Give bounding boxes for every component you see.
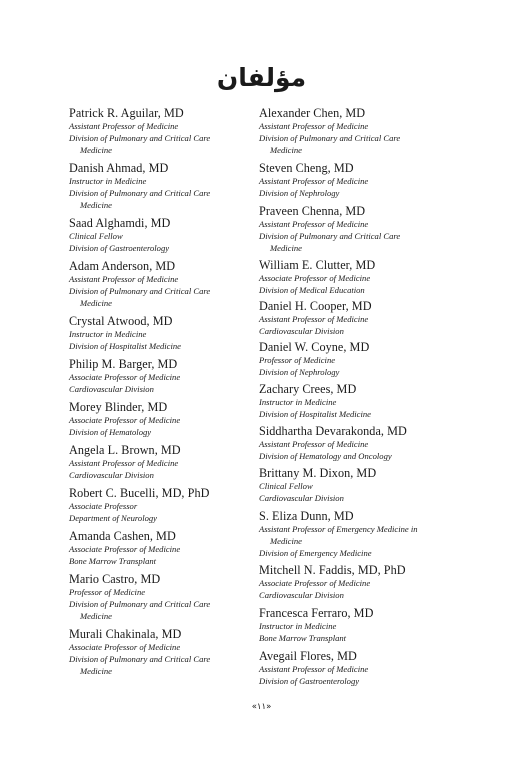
contributor-name: Brittany M. Dixon, MD	[259, 466, 377, 480]
contributor-division: Division of Pulmonary and Critical Care	[69, 654, 211, 664]
contributor-division: Division of Hematology and Oncology	[259, 451, 392, 461]
contributor-title: Assistant Professor of Medicine	[259, 219, 369, 229]
contributor-name: Mario Castro, MD	[69, 572, 161, 586]
contributor-name: Avegail Flores, MD	[259, 649, 357, 663]
contributor-title: Clinical Fellow	[259, 481, 313, 491]
page-number: «۱۱»	[251, 702, 272, 712]
contributors-column-left	[69, 106, 251, 682]
contributor-title: Assistant Professor of Medicine	[69, 121, 179, 131]
contributor-division: Division of Pulmonary and Critical Care	[69, 286, 211, 296]
contributor-title: Professor of Medicine	[69, 587, 146, 597]
page-title: مؤلفان	[216, 63, 307, 92]
contributor-division: Division of Pulmonary and Critical Care	[69, 133, 211, 143]
contributor-title: Assistant Professor of Medicine	[259, 439, 369, 449]
contributor-name: Danish Ahmad, MD	[69, 161, 169, 175]
contributor-name: Francesca Ferraro, MD	[259, 606, 374, 620]
contributor-name: Robert C. Bucelli, MD, PhD	[69, 486, 210, 500]
contributor-name: Siddhartha Devarakonda, MD	[259, 424, 407, 438]
contributor-name: Steven Cheng, MD	[259, 161, 354, 175]
contributor-entry	[259, 509, 464, 563]
contributor-division: Bone Marrow Transplant	[69, 556, 157, 566]
contributor-entry	[69, 161, 251, 216]
contributor-division: Division of Hematology	[69, 427, 152, 437]
contributor-entry	[69, 314, 251, 357]
contributor-title: Assistant Professor of Medicine	[259, 121, 369, 131]
contributor-name: Daniel W. Coyne, MD	[259, 340, 370, 354]
contributor-division-cont: Medicine	[80, 611, 112, 621]
contributor-entry	[69, 529, 251, 572]
contributor-title: Assistant Professor of Emergency Medicine in	[259, 524, 418, 534]
contributor-entry	[259, 106, 464, 161]
contributor-entry	[259, 382, 464, 424]
contributor-entry	[259, 258, 464, 299]
contributor-entry	[69, 357, 251, 400]
contributor-division: Cardiovascular Division	[69, 384, 154, 394]
contributors-column-right	[259, 106, 464, 692]
contributor-title: Instructor in Medicine	[259, 397, 337, 407]
contributor-title: Associate Professor of Medicine	[259, 273, 371, 283]
contributor-entry	[259, 299, 464, 340]
contributor-division: Division of Nephrology	[259, 188, 340, 198]
contributor-entry	[69, 627, 251, 682]
contributor-entry	[259, 563, 464, 606]
contributor-name: Adam Anderson, MD	[69, 259, 176, 273]
contributor-division: Cardiovascular Division	[259, 590, 344, 600]
contributor-name: Patrick R. Aguilar, MD	[69, 106, 184, 120]
contributor-division: Division of Nephrology	[259, 367, 340, 377]
contributor-title: Instructor in Medicine	[69, 176, 147, 186]
contributor-title-cont: Medicine	[270, 536, 302, 546]
contributor-title: Associate Professor of Medicine	[259, 578, 371, 588]
contributor-division: Cardiovascular Division	[259, 326, 344, 336]
contributor-division: Division of Hospitalist Medicine	[69, 341, 181, 351]
contributor-title: Associate Professor	[69, 501, 138, 511]
contributor-division: Department of Neurology	[69, 513, 157, 523]
contributor-entry	[259, 204, 464, 258]
contributor-division: Division of Emergency Medicine	[259, 548, 372, 558]
contributor-division-cont: Medicine	[80, 666, 112, 676]
contributor-division: Cardiovascular Division	[259, 493, 344, 503]
contributor-name: Alexander Chen, MD	[259, 106, 366, 120]
contributor-division: Bone Marrow Transplant	[259, 633, 347, 643]
contributor-name: Daniel H. Cooper, MD	[259, 299, 372, 313]
contributor-division: Division of Medical Education	[259, 285, 365, 295]
contributor-title: Assistant Professor of Medicine	[259, 664, 369, 674]
contributor-title: Assistant Professor of Medicine	[259, 314, 369, 324]
contributor-entry	[259, 161, 464, 204]
contributor-division: Division of Gastroenterology	[69, 243, 170, 253]
contributor-division: Division of Hospitalist Medicine	[259, 409, 371, 419]
contributor-name: Saad Alghamdi, MD	[69, 216, 171, 230]
contributor-name: Mitchell N. Faddis, MD, PhD	[259, 563, 406, 577]
contributor-division: Division of Pulmonary and Critical Care	[69, 188, 211, 198]
contributor-title: Professor of Medicine	[259, 355, 336, 365]
contributor-division-cont: Medicine	[80, 145, 112, 155]
contributor-title: Instructor in Medicine	[259, 621, 337, 631]
contributor-entry	[69, 259, 251, 314]
contributor-entry	[259, 466, 464, 509]
contributor-division-cont: Medicine	[270, 243, 302, 253]
contributor-name: Praveen Chenna, MD	[259, 204, 366, 218]
contributor-entry	[69, 572, 251, 627]
contributor-division: Division of Pulmonary and Critical Care	[259, 231, 401, 241]
contributor-entry	[69, 486, 251, 529]
contributor-division: Division of Pulmonary and Critical Care	[69, 599, 211, 609]
contributor-title: Clinical Fellow	[69, 231, 123, 241]
contributor-entry	[259, 340, 464, 382]
contributor-title: Associate Professor of Medicine	[69, 642, 181, 652]
contributor-division-cont: Medicine	[80, 200, 112, 210]
contributor-entry	[69, 443, 251, 486]
contributor-entry	[259, 424, 464, 466]
contributor-title: Assistant Professor of Medicine	[259, 176, 369, 186]
contributor-entry	[69, 400, 251, 443]
contributor-name: William E. Clutter, MD	[259, 258, 376, 272]
contributor-entry	[259, 649, 464, 692]
contributor-division-cont: Medicine	[80, 298, 112, 308]
contributor-name: Philip M. Barger, MD	[69, 357, 178, 371]
contributor-title: Associate Professor of Medicine	[69, 544, 181, 554]
contributor-title: Assistant Professor of Medicine	[69, 458, 179, 468]
contributor-division: Division of Gastroenterology	[259, 676, 360, 686]
contributor-name: Murali Chakinala, MD	[69, 627, 182, 641]
contributor-entry	[69, 106, 251, 161]
contributor-title: Associate Professor of Medicine	[69, 415, 181, 425]
contributor-title: Instructor in Medicine	[69, 329, 147, 339]
contributor-title: Assistant Professor of Medicine	[69, 274, 179, 284]
contributor-entry	[69, 216, 251, 259]
contributor-name: Morey Blinder, MD	[69, 400, 168, 414]
contributor-name: Zachary Crees, MD	[259, 382, 357, 396]
contributor-name: Amanda Cashen, MD	[69, 529, 176, 543]
contributor-division-cont: Medicine	[270, 145, 302, 155]
contributor-entry	[259, 606, 464, 649]
contributor-name: Angela L. Brown, MD	[69, 443, 181, 457]
contributor-division: Division of Pulmonary and Critical Care	[259, 133, 401, 143]
contributor-name: Crystal Atwood, MD	[69, 314, 173, 328]
contributor-division: Cardiovascular Division	[69, 470, 154, 480]
contributor-name: S. Eliza Dunn, MD	[259, 509, 354, 523]
contributor-title: Associate Professor of Medicine	[69, 372, 181, 382]
